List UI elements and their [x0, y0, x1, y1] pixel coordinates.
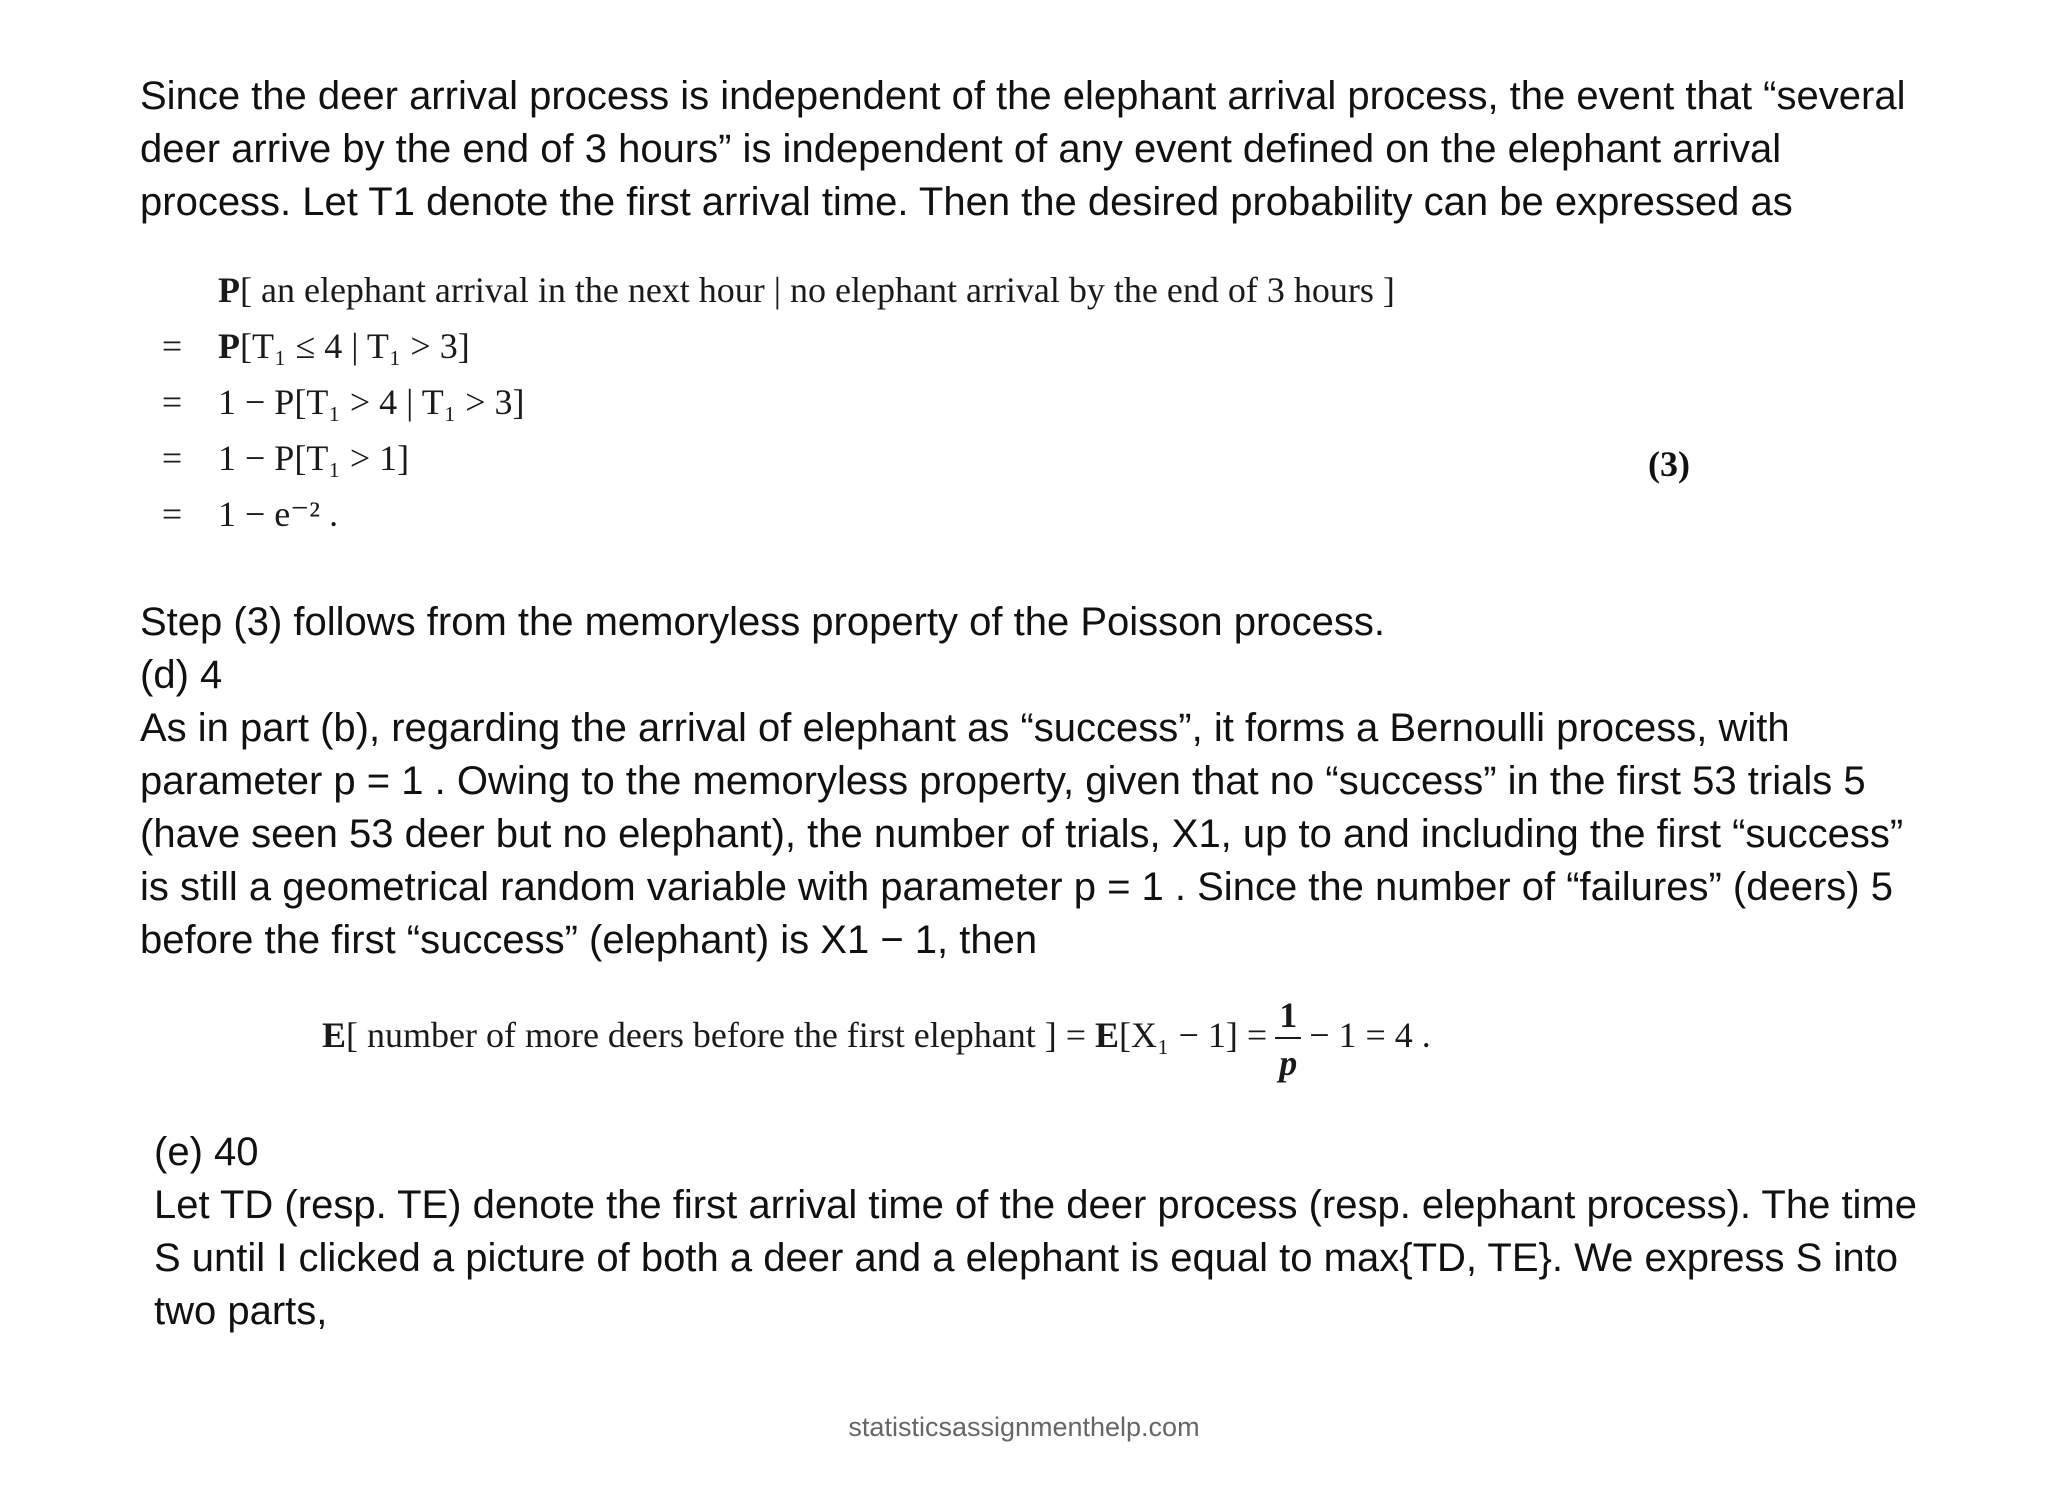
text-line: parameter p = 1 . Owing to the memoryless property, given that no “success” in the first 53 trials 5	[140, 759, 1866, 803]
text-line: (e) 40	[154, 1130, 259, 1174]
text-line: before the first “success” (elephant) is X1 − 1, then	[140, 918, 1038, 962]
text-line: (have seen 53 deer but no elephant), the number of trials, X1, up to and including the first “success”	[140, 812, 1904, 856]
text-line: As in part (b), regarding the arrival of elephant as “success”, it forms a Bernoulli process, with	[140, 706, 1790, 750]
prob-operator: P	[218, 326, 240, 366]
equation-number: (3)	[1648, 444, 1690, 484]
text-line: process. Let T1 denote the first arrival time. Then the desired probability can be expressed as	[140, 180, 1793, 224]
equation-text: [T₁ ≤ 4 | T₁ > 3]	[240, 326, 470, 366]
text-line: Let TD (resp. TE) denote the first arrival time of the deer process (resp. elephant process). The time	[154, 1183, 1918, 1227]
equation-text: [ an elephant arrival in the next hour | no elephant arrival by the end of 3 hours ]	[240, 270, 1395, 310]
text-line: Since the deer arrival process is independent of the elephant arrival process, the event that “several	[140, 74, 1906, 118]
fraction	[1275, 994, 1301, 1083]
expectation-operator: E	[322, 1015, 347, 1055]
equation-text: 1 − P[T₁ > 4 | T₁ > 3]	[218, 382, 525, 422]
text-line: is still a geometrical random variable with parameter p = 1 . Since the number of “failures” (deers) 5	[140, 865, 1893, 909]
prob-operator: P	[218, 270, 240, 310]
text-line: S until I clicked a picture of both a deer and a elephant is equal to max{TD, TE}. We express S into	[154, 1236, 1898, 1280]
equals-sign: =	[161, 494, 183, 534]
equation-block-conditional-probability	[152, 262, 1752, 552]
fraction-numerator: 1	[1275, 997, 1301, 1039]
equals-sign: =	[161, 382, 183, 422]
expectation-operator: E	[1095, 1015, 1120, 1055]
part-d-paragraph	[140, 596, 1960, 967]
footer-website: statisticsassignmenthelp.com	[848, 1412, 1200, 1442]
equation-text: 1 − P[T₁ > 1]	[218, 438, 410, 478]
equation-rhs: − 1 = 4 .	[1309, 1015, 1431, 1055]
equals-sign: =	[161, 326, 183, 366]
intro-paragraph	[140, 70, 1960, 229]
equals-sign: =	[161, 438, 183, 478]
equation-mid: [X₁ − 1] =	[1119, 1015, 1268, 1055]
fraction-denominator: p	[1279, 1042, 1298, 1083]
text-line: (d) 4	[140, 653, 223, 697]
equation-block-expectation	[322, 990, 1762, 1081]
equation-text: 1 − e⁻² .	[218, 494, 339, 534]
part-e-paragraph	[154, 1126, 1974, 1338]
text-line: Step (3) follows from the memoryless property of the Poisson process.	[140, 600, 1385, 644]
text-line: deer arrive by the end of 3 hours” is independent of any event defined on the elephant arrival	[140, 127, 1782, 171]
text-line: two parts,	[154, 1289, 328, 1333]
equation-lhs: [ number of more deers before the first elephant ] =	[346, 1015, 1096, 1055]
